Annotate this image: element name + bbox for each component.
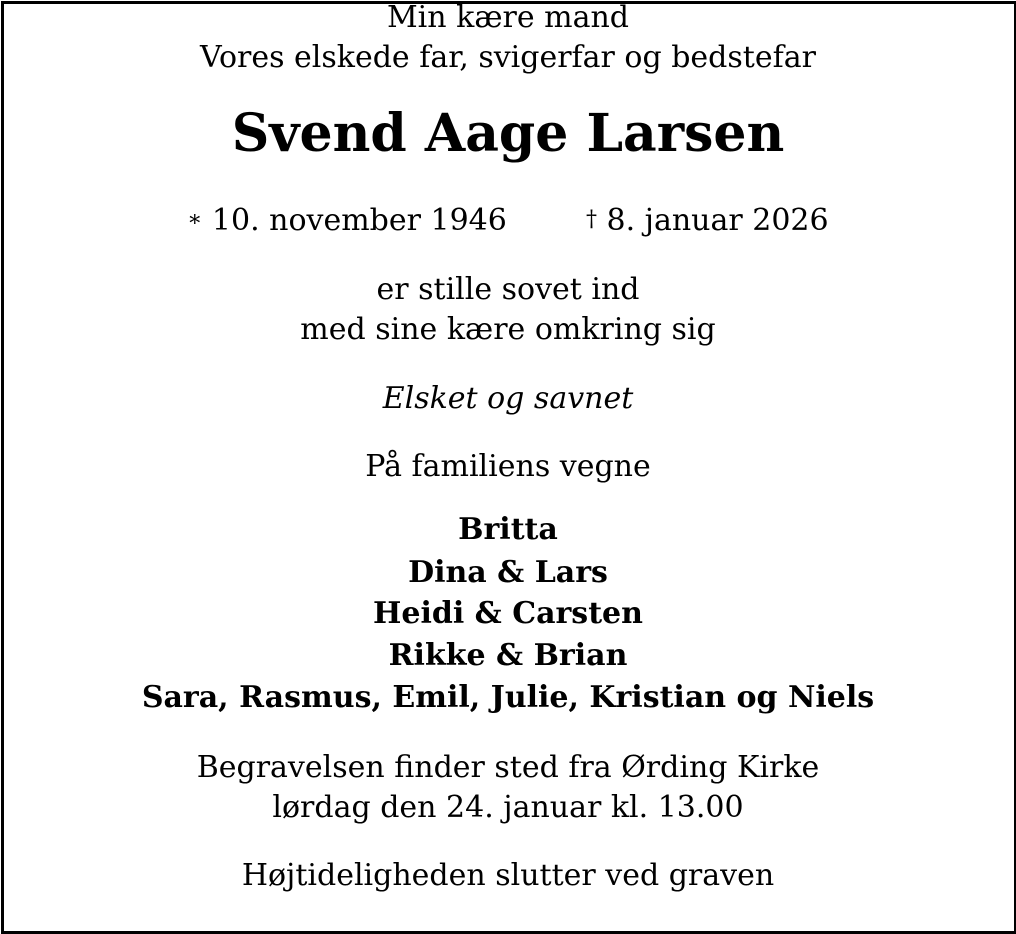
family-member: Dina & Lars [408, 555, 608, 590]
birth-date: 10. november 1946 [211, 203, 507, 238]
closing-text: Højtideligheden slutter ved graven [241, 858, 775, 893]
message-line-2: med sine kære omkring sig [300, 312, 716, 347]
funeral-line-1: Begravelsen finder sted fra Ørding Kirke [196, 750, 820, 785]
family-member: Rikke & Brian [388, 638, 628, 673]
born-symbol: ∗ [187, 207, 203, 232]
family-member: Britta [458, 512, 558, 547]
death-date: 8. januar 2026 [606, 203, 829, 238]
family-member: Sara, Rasmus, Emil, Julie, Kristian og Niels [141, 680, 875, 715]
funeral-line-2: lørdag den 24. januar kl. 13.00 [272, 790, 744, 825]
died-symbol: † [585, 207, 597, 232]
message-line-1: er stille sovet ind [376, 272, 640, 307]
life-dates [0, 202, 1016, 239]
intro-line-1: Min kære mand [386, 0, 630, 35]
on-behalf-text: På familiens vegne [365, 449, 651, 484]
tribute-text: Elsket og savnet [382, 381, 634, 416]
family-member: Heidi & Carsten [373, 596, 643, 631]
deceased-name: Svend Aage Larsen [231, 103, 785, 164]
intro-line-2: Vores elskede far, svigerfar og bedstefar [200, 40, 816, 75]
